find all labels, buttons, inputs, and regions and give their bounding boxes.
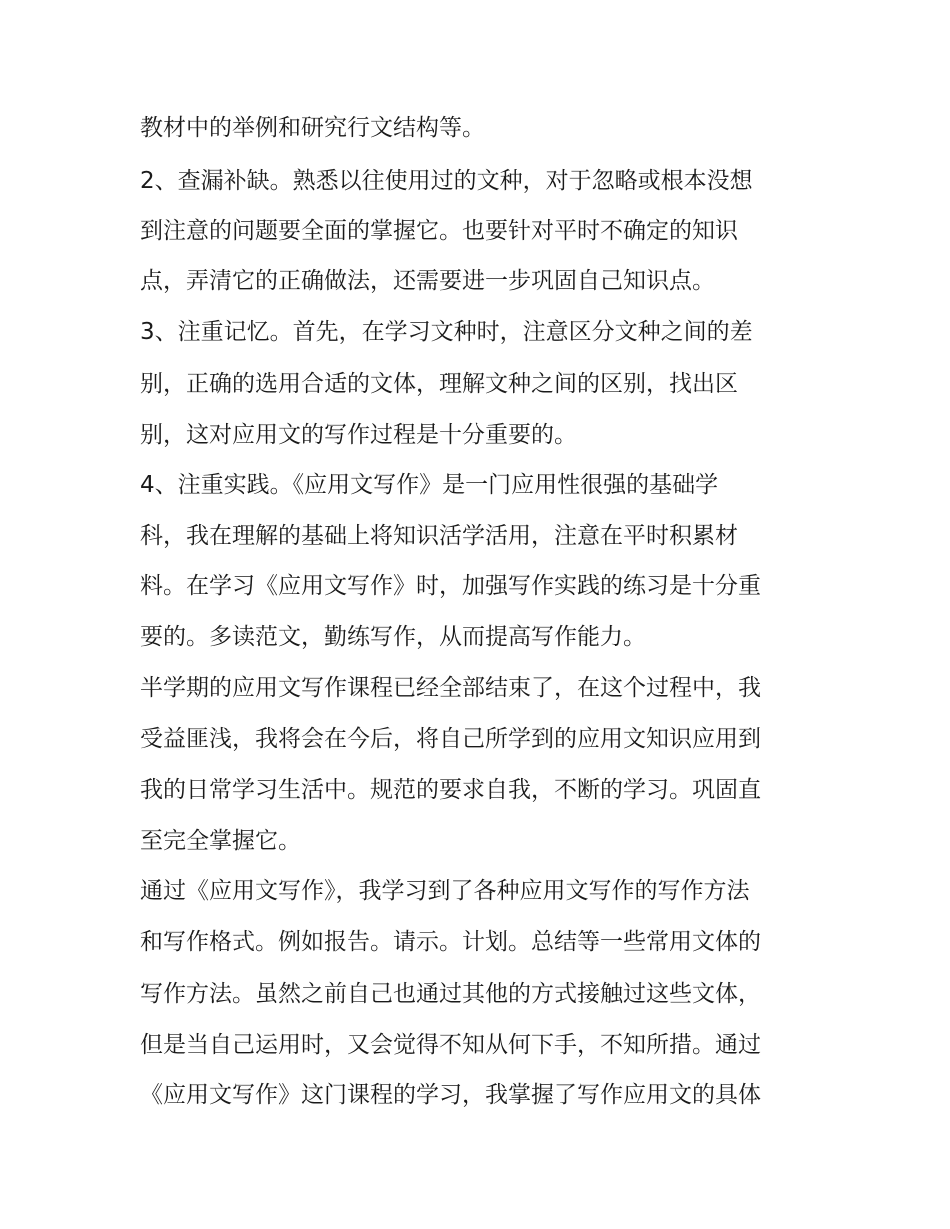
text-line: 要的。多读范文，勤练写作，从而提高写作能力。 — [140, 624, 646, 650]
text-line: 和写作格式。例如报告。请示。计划。总结等一些常用文体的 — [140, 929, 761, 955]
text-line: 半学期的应用文写作课程已经全部结束了，在这个过程中，我 — [140, 675, 761, 701]
text-line: 别，正确的选用合适的文体，理解文种之间的区别，找出区 — [140, 371, 738, 397]
text-line: 《应用文写作》这门课程的学习，我掌握了写作应用文的具体 — [140, 1082, 761, 1108]
text-line: 4、注重实践。《应用文写作》是一门应用性很强的基础学 — [140, 472, 719, 498]
text-line: 受益匪浅，我将会在今后，将自己所学到的应用文知识应用到 — [140, 726, 761, 752]
text-line: 到注意的问题要全面的掌握它。也要针对平时不确定的知识 — [140, 218, 738, 244]
text-line: 教材中的举例和研究行文结构等。 — [140, 115, 485, 141]
text-line: 通过《应用文写作》，我学习到了各种应用文写作的写作方法 — [140, 878, 750, 904]
text-line: 2、查漏补缺。熟悉以往使用过的文种，对于忽略或根本没想 — [140, 168, 753, 194]
text-line: 我的日常学习生活中。规范的要求自我，不断的学习。巩固直 — [140, 777, 761, 803]
text-line: 写作方法。虽然之前自己也通过其他的方式接触过这些文体， — [140, 981, 761, 1007]
text-line: 至完全掌握它。 — [140, 828, 301, 854]
text-line: 别，这对应用文的写作过程是十分重要的。 — [140, 422, 577, 448]
text-line: 3、注重记忆。首先，在学习文种时，注意区分文种之间的差 — [140, 319, 753, 345]
text-line: 但是当自己运用时，又会觉得不知从何下手，不知所措。通过 — [140, 1032, 761, 1058]
text-line: 科，我在理解的基础上将知识活学活用，注意在平时积累材 — [140, 523, 738, 549]
text-line: 料。在学习《应用文写作》时，加强写作实践的练习是十分重 — [140, 573, 761, 599]
text-line: 点，弄清它的正确做法，还需要进一步巩固自己知识点。 — [140, 268, 715, 294]
